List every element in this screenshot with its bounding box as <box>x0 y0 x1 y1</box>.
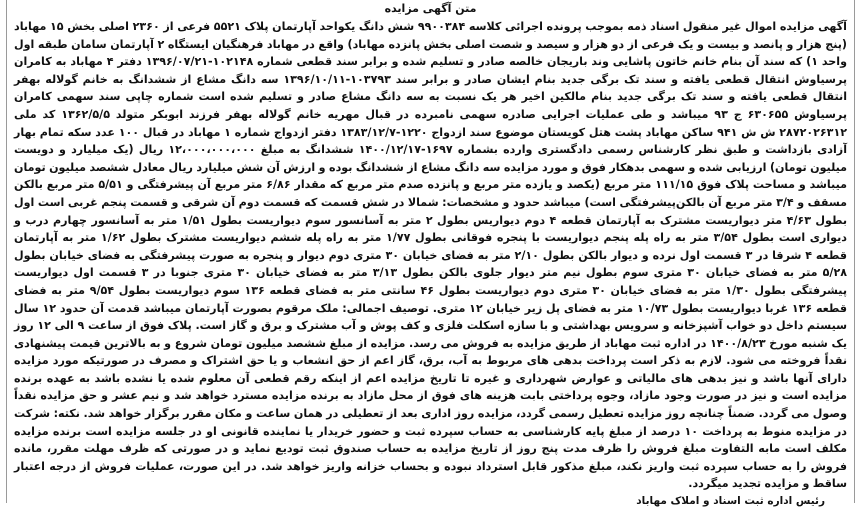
page-frame <box>6 0 855 503</box>
notice-signature: رئیس اداره ثبت اسناد و املاک مهاباد <box>636 495 825 508</box>
notice-body: آگهی مزایده اموال غیر منقول اسناد ذمه بموجب پرونده اجرائی کلاسه ۹۹۰۰۳۸۴ شش دانگ یکواحد آپارتمان پلاک ۵۵۲۱ فرعی از ۲۳۶۰ اصلی بخش ۱۵ مهاباد (پنج هزار و پانصد و بیست و یک فرعی از دو هزار و سیصد و شصت اصلی بخش پانزده مهاباد) واقع در مهاباد فرهنگیان ایستگاه ۲ آپارتمان سامان طبقه اول واحد ۱) که سند آن بنام خانم خاتون پاشایی وند باریجان خالصه صادر و تسلیم شده و برابر سند قطعی شماره ۱۰۲۱۴۸-۱۳۹۶/۰۷/۲۱ دفتر ۴ مهاباد به کامران پرسیاوش انتقال قطعی یافته و سند تک برگی جدید بنام ایشان صادر و برابر سند ۱۰۳۷۹۳-۱۳۹۶/۱۰/۱۱ سه دانگ مشاع از ششدانگ به خانم گولاله بهفر انتقال قطعی یافته و سند تک برگی جدید بنام مالکین اخیر هر یک نسبت به سه دانگ مشاع صادر و تسلیم شده است شماره چاپی سند سهمی کامران پرسیاوش ۶۳۰۶۵۵ ج ۹۳ میباشد و طی عملیات اجرایی صادره سهمی نامبرده در قبال مهریه خانم گولاله بهفر فرزند ابوبکر متولد ۱۳۶۲/۵/۵ کد ملی ۲۸۷۲۰۲۶۳۱۲ ش ش ۹۴۱ ساکن مهاباد پشت هتل کویستان موضوع سند ازدواج ۱۲۲۰-۱۳۸۳/۱۲/۷ دفتر ازدواج شماره ۱ مهاباد در قبال ۱۰۰ عدد سکه تمام بهار آزادی بازداشت و طبق نظر کارشناس رسمی دادگستری وارده بشماره ۱۶۹۷-۱۴۰۰/۱۲/۱۷ ششدانگ به مبلغ ۱۲،۰۰۰،۰۰۰،۰۰۰ ریال (یک میلیارد و دویست میلیون تومان) ارزیابی شده و سهمی بدهکار فوق و مورد مزایده سه دانگ مشاع از ششدانگ بوده و ارزش آن شش میلیارد ریال معادل ششصد میلیون تومان میباشد و مساحت پلاک فوق ۱۱۱/۱۵ متر مربع (یکصد و یازده متر مربع و پانزده صدم متر مربع که مقدار ۶/۸۶ متر مربع آن پیشرفتگی و ۵/۵۱ متر مربع بالکن مسقف و ۳/۴ متر مربع آن بالکن‌پیشرفتگی است) میباشد حدود و مشخصات: شمالا در شش قسمت که قسمت دوم آن شرقی و قسمت پنجم غربی است اول بطول ۴/۶۳ متر دیواریست مشترک به آپارتمان قطعه ۴ دوم دیواریس بطول ۲ متر به آسانسور سوم دیواریست بطول ۱/۵۱ متر به آسانسور چهارم درب و دیواری است بطول ۳/۵۴ متر به راه پله پنجم دیواریست با پنجره فوقانی بطول ۱/۷۷ متر به راه پله ششم دیواریست مشترک بطول ۱/۶۲ متر به آپارتمان قطعه ۴ شرقا در ۳ قسمت اول نرده و دیوار بالکن بطول ۲/۱۰ متر به فضای خیابان ۳۰ متری دوم دیوار و پنجره به صورت پیشرفتگی به فضای خیابان بطول ۵/۲۸ متر به فضای خیابان ۳۰ متری سوم بطول نیم متر دیوار جلوی بالکن بطول ۳/۱۳ متر به فضای خیابان ۳۰ متری جنوبا در ۳ قسمت اول دیواریست پیشرفتگی بطول ۱/۳۰ متر به فضای خیابان ۳۰ متری دوم دیواریست بطول ۴۶ سانتی متر به فضای قطعه ۱۳۶ سوم دیواریست بطول ۹/۵۴ متر به فضای قطعه ۱۳۶ غربا دیواریست بطول ۱۰/۷۳ متر به فضای پل زیر خیابان ۱۲ متری. توصیف اجمالی: ملک مرقوم بصورت آپارتمان میباشد قدمت آن حدود ۱۲ سال سیستم داخل دو خواب آشپزخانه و سرویس بهداشتی و با سازه اسکلت فلزی و کف پوش و آب مشترک و برق و گاز است. پلاک فوق از ساعت ۹ الی ۱۲ روز یک شنبه مورخ ۱۴۰۰/۸/۲۳ در اداره ثبت مهاباد از طریق مزایده به فروش می رسد. مزایده از مبلغ ششصد میلیون تومان شروع و به بالاترین قیمت پیشنهادی نقداً فروخته می شود. لازم به ذکر است پرداخت بدهی های مربوط به آب، برق، گاز اعم از حق انشعاب و یا حق اشتراک و مصرف در صورتیکه مورد مزایده دارای آنها باشد و نیز بدهی های مالیاتی و عوارض شهرداری و غیره تا تاریخ مزایده اعم از اینکه رقم قطعی آن معلوم شده یا نشده باشد به عهده برنده مزایده است و نیز در صورت وجود مازاد، وجوه پرداختی بابت هزینه های فوق از محل مازاد به برنده مزایده مسترد خواهد شد و نیم عشر و حق مزایده نقداً وصول می گردد. ضمناً چنانچه روز مزایده تعطیل رسمی گردد، مزایده روز اداری بعد از تعطیلی در همان ساعت و مکان مقرر برگزار خواهد شد. نکته: شرکت در مزایده منوط به پرداخت ۱۰ درصد از مبلغ پایه کارشناسی به حساب سپرده ثبت و حضور خریدار یا نماینده قانونی او در جلسه مزایده است برنده مزایده مکلف است مابه التفاوت مبلغ فروش را ظرف مدت پنج روز از تاریخ مزایده به حساب صندوق ثبت تودیع نماید و در صورتی که ظرف مهلت مقرر، مانده فروش را به حساب سپرده ثبت واریز نکند، مبلغ مذکور قابل استرداد نبوده و بحساب خزانه واریز خواهد شد. در این صورت، عملیات فروش از درجه اعتبار ساقط و مزایده تجدید میگردد. <box>14 20 848 491</box>
notice-title: متن آگهی مزایده <box>384 2 477 15</box>
